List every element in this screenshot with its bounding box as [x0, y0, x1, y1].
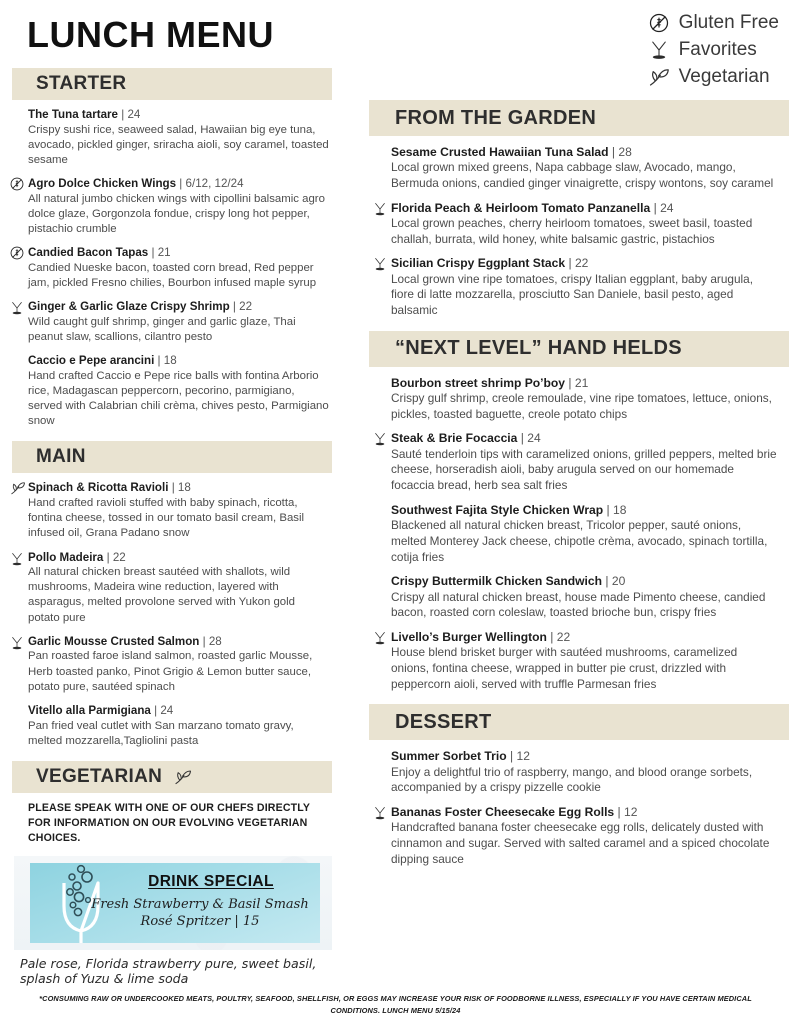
menu-item-body — [391, 375, 777, 423]
menu-item — [6, 480, 329, 541]
vegetarian-note: PLEASE SPEAK WITH ONE OF OUR CHEFS DIRECTLY FOR INFORMATION ON OUR EVOLVING VEGETARIAN CHOICES. — [28, 801, 310, 844]
menu-item — [369, 144, 777, 192]
menu-item-name-line — [28, 703, 329, 719]
section-header-next-level-hand-helds — [369, 331, 789, 367]
menu-item-list — [355, 136, 791, 331]
menu-item-body — [28, 176, 329, 237]
page-title: LUNCH MENU — [27, 14, 274, 55]
menu-item-name: Sicilian Crispy Eggplant Stack — [391, 256, 566, 271]
menu-item-icon-slot — [6, 245, 28, 260]
menu-item — [6, 353, 329, 429]
menu-item — [6, 176, 329, 237]
leaf-sprig-icon — [647, 67, 671, 87]
section-header-dessert — [369, 704, 789, 740]
menu-item-price: | 22 — [232, 300, 253, 314]
menu-item-price: | 28 — [611, 145, 632, 159]
menu-item — [6, 703, 329, 749]
menu-item — [369, 200, 777, 248]
section-title: DESSERT — [395, 710, 492, 733]
menu-item-name: Bananas Foster Cheesecake Egg Rolls — [391, 804, 615, 819]
menu-item — [369, 502, 777, 565]
menu-item-icon-slot — [369, 748, 391, 749]
menu-item-icon-slot — [369, 573, 391, 574]
menu-item-list — [355, 740, 791, 879]
cocktail-glass-icon — [6, 551, 28, 567]
menu-item-name-line — [28, 480, 329, 496]
gluten-free-icon — [6, 246, 28, 260]
menu-item-name: Summer Sorbet Trio — [391, 749, 507, 764]
menu-item-body — [28, 107, 329, 168]
menu-item-list — [0, 473, 345, 760]
menu-item-name: Pollo Madeira — [28, 550, 104, 564]
menu-item — [6, 107, 329, 168]
menu-item-description: Candied Nueske bacon, toasted corn bread, Red pepper jam, pickled Fresno chilies, Bourbon infused maple syrup — [28, 261, 317, 290]
menu-item-name: Livello’s Burger Wellington — [391, 629, 547, 644]
menu-item-price: | 22 — [550, 629, 571, 644]
menu-item-body — [28, 299, 329, 345]
menu-item-price: | 6/12, 12/24 — [179, 177, 244, 191]
menu-item-description: Pan roasted faroe island salmon, roasted garlic Mousse, Herb toasted panko, Pinot Grigio & Lemon butter sauce, potato pure, sautéed spinach — [28, 650, 313, 693]
menu-item-name-line — [28, 353, 329, 369]
menu-item-body — [391, 502, 777, 565]
menu-item-description: Crispy gulf shrimp, creole remoulade, vine ripe tomatoes, lettuce, onions, pickles, toasted baguette, creole potato chips — [391, 391, 772, 421]
menu-item-price: | 24 — [653, 200, 674, 215]
leaf-sprig-icon — [6, 481, 28, 495]
section-title: STARTER — [36, 73, 127, 94]
menu-item-description: Wild caught gulf shrimp, ginger and garlic glaze, Thai peanut slaw, scallions, cilantro pesto — [28, 315, 296, 343]
menu-item-icon-slot — [369, 255, 391, 272]
menu-item-name: Vitello alla Parmigiana — [28, 703, 151, 717]
legend-label: Favorites — [678, 39, 757, 60]
menu-item-icon-slot — [6, 703, 28, 704]
menu-item-price: | 21 — [151, 246, 171, 260]
section-title: MAIN — [36, 446, 86, 468]
menu-item-body — [391, 573, 777, 621]
cocktail-glass-icon — [6, 635, 28, 651]
menu-item-price: | 18 — [171, 481, 191, 495]
menu-item-name: Candied Bacon Tapas — [28, 246, 149, 260]
legend-label: Vegetarian — [678, 66, 770, 87]
menu-item-icon-slot — [369, 144, 391, 145]
menu-item-name: Garlic Mousse Crusted Salmon — [28, 634, 200, 648]
menu-item-name-line — [391, 375, 777, 391]
cocktail-glass-icon — [369, 630, 391, 646]
section-title: VEGETARIAN — [36, 765, 163, 787]
menu-item-name-line — [391, 200, 777, 216]
menu-item-price: | 28 — [202, 634, 222, 648]
footer-disclaimer: *CONSUMING RAW OR UNDERCOOKED MEATS, POULTRY, SEAFOOD, SHELLFISH, OR EGGS MAY INCREASE YOUR RISK OF FOODBORNE ILLNESS, ESPECIALLY IF YOU HAVE CERTAIN MEDICAL CONDITIONS. LUNCH MENU 5/15/24 — [39, 994, 752, 1015]
menu-item-name-line — [28, 176, 329, 192]
menu-item — [6, 245, 329, 291]
menu-item — [369, 573, 777, 621]
menu-item-description: Crispy sushi rice, seaweed salad, Hawaiian big eye tuna, avocado, pickled ginger, sriracha aioli, soy caramel, toasted sesame — [28, 123, 329, 166]
menu-item-name: Sesame Crusted Hawaiian Tuna Salad — [391, 145, 609, 159]
menu-item-name: The Tuna tartare — [28, 108, 118, 121]
menu-item-name: Agro Dolce Chicken Wings — [28, 177, 177, 191]
menu-item-name-line — [391, 629, 777, 645]
menu-item-name-line — [391, 573, 777, 589]
menu-item — [369, 255, 777, 318]
legend — [647, 10, 779, 90]
menu-item-body — [391, 748, 777, 796]
menu-item-price: | 24 — [520, 431, 541, 446]
menu-item-name: Bourbon street shrimp Po’boy — [391, 375, 566, 390]
section-header-vegetarian — [12, 761, 332, 793]
menu-item-name: Ginger & Garlic Glaze Crispy Shrimp — [28, 300, 230, 314]
left-column — [0, 68, 345, 987]
menu-item-price: | 12 — [509, 749, 530, 764]
legend-label: Gluten Free — [678, 12, 779, 33]
menu-item-body — [391, 804, 777, 867]
menu-item-body — [391, 255, 777, 318]
menu-item-name: Caccio e Pepe arancini — [28, 354, 155, 368]
menu-item — [369, 375, 777, 423]
menu-item-icon-slot — [6, 176, 28, 191]
menu-item-name-line — [391, 430, 777, 446]
menu-item-name-line — [391, 144, 777, 160]
menu-item-icon-slot — [6, 550, 28, 567]
menu-item-price: | 18 — [606, 502, 627, 517]
cocktail-glass-icon — [6, 300, 28, 316]
menu-item-price: | 20 — [605, 574, 626, 589]
menu-item-body — [28, 550, 329, 626]
menu-item-description: Enjoy a delightful trio of raspberry, mango, and blood orange sorbets, accompanied by a crispy pizzelle cookie — [391, 764, 753, 795]
cocktail-glass-icon — [647, 39, 671, 61]
menu-item-price: | 22 — [106, 550, 126, 564]
right-column — [355, 100, 791, 879]
menu-item-description: House blend brisket burger with sautéed mushrooms, caramelized onions, fontina cheese, wrapped in butter pie crust, drizzled with peppercorn aioli, served with truffle Parmesan fries — [391, 645, 738, 691]
menu-item-body — [28, 703, 329, 749]
menu-item-name-line — [391, 748, 777, 764]
cocktail-glass-icon — [369, 805, 391, 821]
menu-item-name-line — [28, 245, 329, 261]
menu-item-description: Hand crafted Caccio e Pepe rice balls with fontina Arborio rice, Madagascan peppercorn, pecorino, parmigiano, served with Calabrian chili crèma, chives pesto, Parmigiano snow — [28, 369, 329, 428]
menu-item-icon-slot — [6, 107, 28, 108]
menu-item-name-line — [391, 804, 777, 820]
menu-item-price: | 12 — [617, 804, 638, 819]
menu-item — [369, 748, 777, 796]
menu-item — [6, 634, 329, 695]
menu-item-list — [355, 367, 791, 705]
drink-script-line-1: Fresh Strawberry & Basil Smash — [91, 896, 309, 912]
section-title: FROM THE GARDEN — [395, 106, 597, 129]
gluten-free-icon — [6, 177, 28, 191]
menu-item-name: Florida Peach & Heirloom Tomato Panzanella — [391, 200, 651, 215]
cocktail-glass-icon — [369, 201, 391, 217]
menu-item-icon-slot — [6, 353, 28, 354]
menu-item-icon-slot — [6, 299, 28, 316]
menu-item-icon-slot — [369, 200, 391, 217]
section-from-the-garden — [355, 100, 791, 331]
menu-item-price: | 24 — [121, 108, 141, 121]
section-header-starter — [12, 68, 332, 100]
drink-special-script — [82, 896, 318, 931]
leaf-sprig-icon — [170, 769, 194, 785]
menu-item — [6, 550, 329, 626]
cocktail-glass-icon — [369, 431, 391, 447]
menu-item-name-line — [391, 255, 777, 271]
drink-special-heading: DRINK SPECIAL — [148, 872, 274, 890]
menu-item-price: | 18 — [157, 354, 177, 368]
menu-item-description: Local grown peaches, cherry heirloom tomatoes, sweet basil, toasted challah, burrata, wild honey, white balsamic gastric, pistachios — [391, 216, 753, 246]
menu-item-description: Handcrafted banana foster cheesecake egg rolls, delicately dusted with cinnamon and sugar. Served with salted caramel and a spiced chocolate dipping sauce — [391, 820, 770, 866]
menu-item-icon-slot — [6, 480, 28, 495]
menu-item — [369, 804, 777, 867]
legend-row-gluten-free — [647, 10, 779, 36]
menu-item-name-line — [28, 634, 329, 650]
menu-item-description: Pan fried veal cutlet with San marzano tomato gravy, melted mozzarella,Tagliolini pasta — [28, 719, 294, 747]
cocktail-glass-icon — [369, 256, 391, 272]
menu-item — [369, 629, 777, 692]
menu-item-body — [28, 353, 329, 429]
menu-item-icon-slot — [369, 375, 391, 376]
drink-script-line-2: Rosé Spritzer | 15 — [140, 914, 260, 930]
menu-item-body — [391, 430, 777, 493]
section-title: “NEXT LEVEL” HAND HELDS — [395, 337, 682, 360]
menu-item-description: Local grown mixed greens, Napa cabbage slaw, Avocado, mango, Bermuda onions, candied ginger vinaigrette, crispy wontons, soy caramel — [391, 160, 774, 190]
menu-item-body — [28, 634, 329, 695]
menu-item-body — [28, 245, 329, 291]
menu-item-price: | 21 — [568, 375, 589, 390]
section-header-main — [12, 441, 332, 473]
menu-item-name-line — [28, 550, 329, 566]
menu-item-name: Southwest Fajita Style Chicken Wrap — [391, 502, 604, 517]
section-starter — [0, 68, 345, 441]
menu-item-name: Steak & Brie Focaccia — [391, 431, 518, 446]
menu-item-description: Crispy all natural chicken breast, house made Pimento cheese, candied bacon, roasted corn coleslaw, toasted brioche bun, crispy fries — [391, 589, 766, 620]
legend-row-vegetarian — [647, 64, 779, 90]
menu-item-icon-slot — [369, 804, 391, 821]
menu-item-body — [391, 144, 777, 192]
section-next-level-hand-helds — [355, 331, 791, 705]
gluten-free-icon — [647, 13, 671, 33]
menu-item-body — [28, 480, 329, 541]
menu-item-description: All natural chicken breast sautéed with shallots, wild mushrooms, Madeira wine reduction, layered with asparagus, melted provolone served with Yukon gold potato pure — [28, 566, 296, 624]
menu-item-description: Local grown vine ripe tomatoes, crispy Italian eggplant, baby arugula, fiore di latte mozzarella, prosciutto San Daniele, basil pesto, aged balsamic — [391, 271, 753, 318]
menu-item-price: | 24 — [154, 703, 174, 717]
section-main — [0, 441, 345, 760]
drink-special-subtext: Pale rose, Florida strawberry pure, sweet basil, splash of Yuzu & lime soda — [20, 955, 317, 987]
menu-item-icon-slot — [369, 502, 391, 503]
menu-item-description: Sauté tenderloin tips with caramelized onions, grilled peppers, melted brie cheese, horseradish aioli, baby arugula served on our homemade focaccia bread, herb sea salt fries — [391, 446, 777, 493]
drink-special-card — [30, 863, 320, 943]
menu-item-name-line — [391, 502, 777, 518]
menu-item-icon-slot — [369, 629, 391, 646]
legend-row-favorites — [647, 37, 779, 63]
menu-item-body — [391, 200, 777, 248]
section-header-from-the-garden — [369, 100, 789, 136]
menu-item-name: Spinach & Ricotta Ravioli — [28, 481, 169, 495]
drink-special-block — [14, 856, 332, 950]
menu-item-body — [391, 629, 777, 692]
menu-item-icon-slot — [6, 634, 28, 651]
menu-item-name-line — [28, 299, 329, 315]
menu-item-price: | 22 — [568, 256, 589, 271]
menu-item-name-line — [28, 107, 329, 123]
menu-item — [369, 430, 777, 493]
menu-item-icon-slot — [369, 430, 391, 447]
section-dessert — [355, 704, 791, 879]
menu-item — [6, 299, 329, 345]
menu-item-list — [0, 100, 345, 441]
menu-item-description: Blackened all natural chicken breast, Tricolor pepper, sauté onions, melted Monterey Jack cheese, chipotle crèma, avocado, spinach tortilla, cotija fries — [391, 518, 768, 564]
menu-item-name: Crispy Buttermilk Chicken Sandwich — [391, 574, 603, 589]
menu-item-description: All natural jumbo chicken wings with cipollini balsamic agro dolce glaze, Gorgonzola fondue, crispy long hot pepper, pistachio crumble — [28, 192, 325, 236]
menu-item-description: Hand crafted ravioli stuffed with baby spinach, ricotta, fontina cheese, tossed in our tomato basil cream, Basil infused oil, Grana Padano snow — [28, 497, 305, 540]
